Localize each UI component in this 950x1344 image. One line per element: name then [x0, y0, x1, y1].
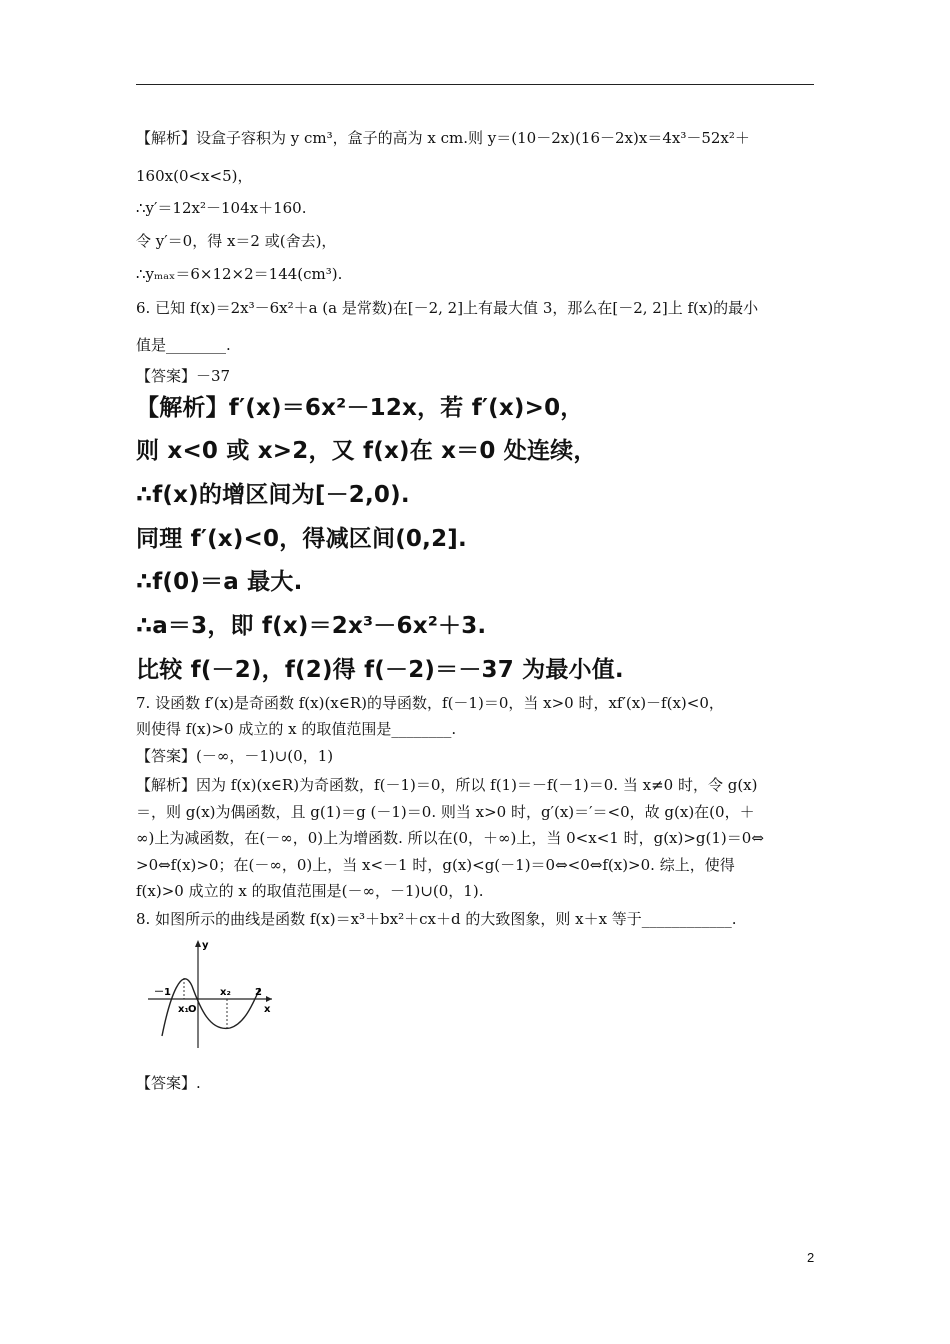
- solution-image-line: ∴f(0)＝a 最大.: [136, 569, 303, 595]
- text-line: 160x(0<x<5)，: [136, 167, 253, 185]
- question-8: 8. 如图所示的曲线是函数 f(x)＝x³＋bx²＋cx＋d 的大致图象，则 x＋x 等于____________.: [136, 910, 737, 928]
- question-6: 6. 已知 f(x)＝2x³－6x²＋a (a 是常数)在[－2, 2]上有最大值 3，那么在[－2, 2]上 f(x)的最小: [136, 299, 759, 317]
- page-number: 2: [807, 1250, 815, 1265]
- text-line: 【解析】设盒子容积为 y cm³，盒子的高为 x cm.则 y＝(10－2x)(16－2x)x＝4x³－52x²＋: [136, 129, 750, 147]
- text-line: ＝，则 g(x)为偶函数，且 g(1)＝g (－1)＝0. 则当 x>0 时，g′(x)＝′＝<0，故 g(x)在(0，＋: [136, 803, 755, 821]
- text-line: f(x)>0 成立的 x 的取值范围是(－∞，－1)∪(0，1).: [136, 882, 484, 900]
- text-line: ∞)上为减函数，在(－∞，0)上为增函数. 所以在(0，＋∞)上，当 0<x<1 时，g(x)>g(1)＝0⇔: [136, 829, 764, 847]
- label-2: 2: [255, 987, 262, 998]
- x-axis-label: x: [264, 1004, 271, 1015]
- label-origin: O: [188, 1004, 197, 1015]
- question-7: 7. 设函数 f′(x)是奇函数 f(x)(x∈R)的导函数，f(－1)＝0，当 x>0 时，xf′(x)－f(x)<0，: [136, 694, 724, 712]
- text-line: ∴y′＝12x²－104x＋160.: [136, 199, 307, 217]
- header-rule: [136, 84, 814, 85]
- function-graph: [140, 936, 280, 1052]
- x-axis-arrow: [266, 996, 272, 1002]
- label-neg1: －1: [154, 987, 171, 998]
- text-line: 值是________.: [136, 336, 231, 354]
- label-x1: x₁: [178, 1004, 189, 1015]
- text-line: 【解析】因为 f(x)(x∈R)为奇函数，f(－1)＝0，所以 f(1)＝－f(－1)＝0. 当 x≠0 时，令 g(x): [136, 776, 758, 794]
- text-line: >0⇔f(x)>0；在(－∞，0)上，当 x<－1 时，g(x)<g(－1)＝0⇔<0⇔f(x)>0. 综上，使得: [136, 856, 735, 874]
- answer-7: 【答案】(－∞，－1)∪(0，1): [136, 747, 334, 765]
- label-x2: x₂: [220, 987, 231, 998]
- answer-6: 【答案】－37: [136, 367, 231, 385]
- text-line: ∴yₘₐₓ＝6×12×2＝144(cm³).: [136, 265, 343, 283]
- solution-image-line: 同理 f′(x)<0，得减区间(0,2].: [136, 526, 467, 552]
- solution-image-line: 则 x<0 或 x>2，又 f(x)在 x＝0 处连续，: [136, 438, 597, 464]
- y-axis-label: y: [202, 940, 209, 951]
- solution-image-line: ∴a＝3，即 f(x)＝2x³－6x²＋3.: [136, 613, 487, 639]
- solution-image-line: 比较 f(－2)，f(2)得 f(－2)＝－37 为最小值.: [136, 657, 624, 683]
- text-line: 令 y′＝0，得 x＝2 或(舍去)，: [136, 232, 337, 250]
- solution-image-line: 【解析】f′(x)＝6x²－12x，若 f′(x)>0，: [136, 395, 584, 421]
- text-line: 则使得 f(x)>0 成立的 x 的取值范围是________.: [136, 720, 457, 738]
- solution-image-line: ∴f(x)的增区间为[－2,0).: [136, 482, 410, 508]
- y-axis-arrow: [195, 940, 201, 947]
- cubic-curve: [162, 979, 260, 1036]
- answer-8: 【答案】.: [136, 1074, 201, 1092]
